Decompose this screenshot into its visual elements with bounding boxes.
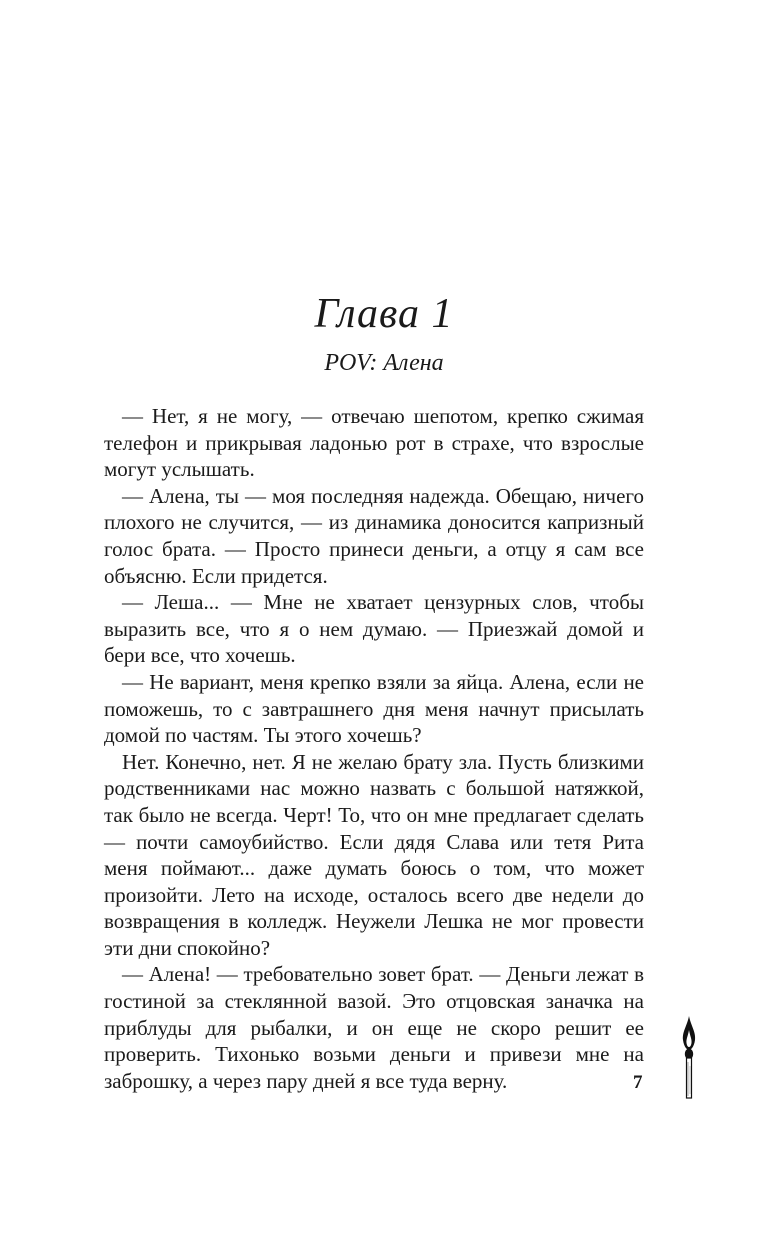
chapter-title: Глава 1 [314,291,454,337]
chapter-body [104,403,644,1094]
burning-match-icon [678,1016,700,1100]
paragraph: — Алена, ты — моя последняя надежда. Обещаю, ничего плохого не случится, — из динамика доносится капризный голос брата. — Просто принеси деньги, а отцу я сам все объясню. Если придется. [104,483,644,588]
paragraph: — Алена! — требовательно зовет брат. — Деньги лежат в гостиной за стеклянной вазой. Это отцовская заначка на приблуды для рыбалки, и он еще не скоро решит ее проверить. Тихонько возьми деньги и привези мне на заброшку, а через пару дней я все туда верну. [104,962,644,1093]
paragraph: — Нет, я не могу, — отвечаю шепотом, крепко сжимая телефон и прикрывая ладонью рот в страхе, что взрослые могут услышать. [104,404,644,482]
page-number: 7 [633,1072,643,1093]
paragraph: Нет. Конечно, нет. Я не желаю брату зла. Пусть близкими родственниками нас можно назвать с большой натяжкой, так было не всегда. Черт! То, что он мне предлагает сделать — почти самоубийство. Если дядя Слава или тетя Рита меня поймают... даже думать боюсь о том, что может произойти. Лето на исходе, осталось всего две недели до возвращения в колледж. Неужели Лешка не мог провести эти дни спокойно? [104,749,644,960]
paragraph: — Леша... — Мне не хватает цензурных слов, чтобы выразить все, что я о нем думаю. — Приезжай домой и бери все, что хочешь. [104,590,644,668]
pov-subtitle: POV: Алена [324,350,444,376]
paragraph: — Не вариант, меня крепко взяли за яйца. Алена, если не поможешь, то с завтрашнего дня меня начнут присылать домой по частям. Ты этого хочешь? [104,669,644,748]
